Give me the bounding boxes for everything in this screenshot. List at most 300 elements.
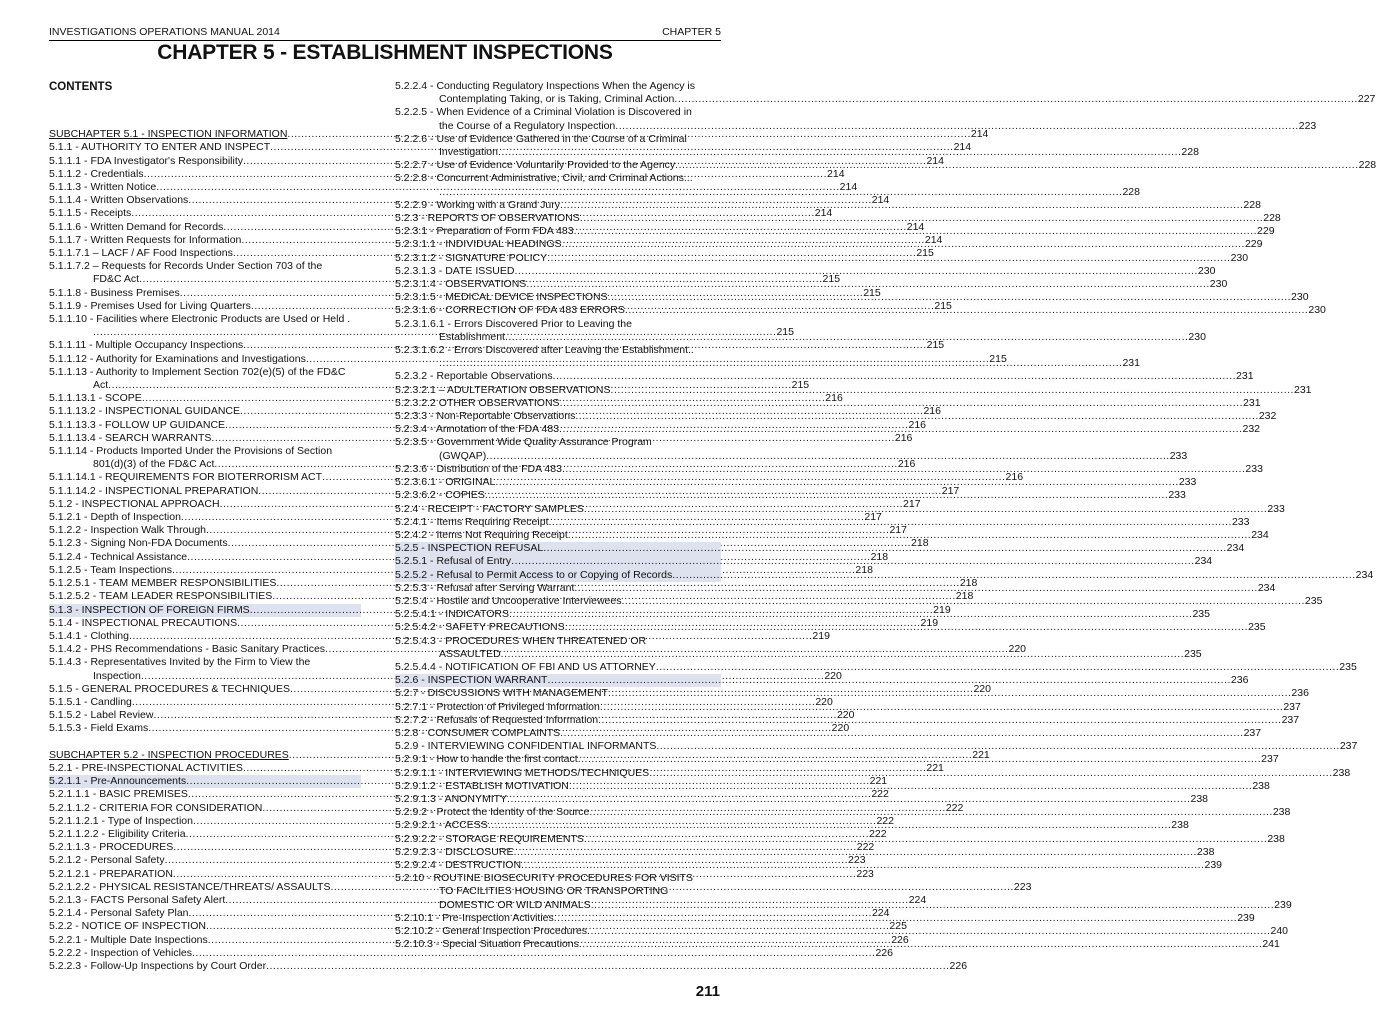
toc-entry-title: the Course of a Regulatory Inspection [439,119,616,132]
dot-leader [674,93,1357,106]
dot-leader [562,238,1245,251]
dot-leader [568,529,1251,542]
toc-entry-title: 5.2.3.1.2 - SIGNATURE POLICY [395,251,548,264]
toc-entry-title: 5.2.7 - DISCUSSIONS WITH MANAGEMENT [395,687,608,700]
toc-entry-title: (GWQAP) [439,449,487,462]
toc-entry-page: 240 [1270,925,1289,937]
toc-entry-title: 5.1.1.14.1 - REQUIREMENTS FOR BIOTERRORISM ACT [49,471,323,484]
toc-entry-title: 5.2.1.2 - Personal Safety [49,854,165,867]
toc-entry-page: 218 [870,550,889,563]
toc-entry-title: Inspection [93,669,141,682]
toc-entry-title: 5.1.5.3 - Field Exams [49,722,149,735]
toc-entry-title: 5.2.3.1.3 - DATE ISSUED [395,264,515,277]
toc-entry-title: 5.1.1.3 - Written Notice [49,181,157,193]
header-manual-title: INVESTIGATIONS OPERATIONS MANUAL 2014 [49,26,280,38]
toc-entry-page: 233 [1178,476,1197,489]
toc-entry-page: 231 [1122,357,1140,370]
toc-entry-page: 220 [831,722,850,735]
toc-entry-title: 5.1.2 - INSPECTIONAL APPROACH [49,497,220,510]
toc-entry-title: 5.1.5.2 - Label Review [49,709,154,722]
dot-leader [514,265,1197,278]
toc-entry-page: 221 [926,761,944,774]
toc-entry-page: 228 [1358,159,1376,172]
toc-entry-title: Investigation [439,146,498,159]
toc-entry-title: 5.2.3.6.2 - COPIES [395,489,485,502]
toc-entry-title: SUBCHAPTER 5.1 - INSPECTION INFORMATION [49,128,288,141]
dot-leader [625,304,1308,317]
toc-entry-title: 5.2.7.2 - Refusals of Requested Information [395,713,599,726]
toc-entry-page: 218 [911,537,929,550]
toc-entry-page: 223 [1298,119,1317,132]
toc-entry-title: 5.2.3 - REPORTS OF OBSERVATIONS [395,212,580,225]
toc-entry-title: 5.2.5.4.3 - PROCEDURES WHEN THREATENED OR [395,634,647,647]
dot-leader [521,859,1204,872]
toc-entry-page: 214 [926,154,944,167]
toc-entry-title: 5.2.9.1.3 - ANONYMITY [395,792,508,805]
dot-leader [554,912,1237,925]
toc-entry-page: 228 [1122,185,1140,198]
toc-entry-title: 5.2.5.4.2 - SAFETY PRECAUTIONS [395,621,565,634]
toc-entry-title: 5.2.10.2 - General Inspection Procedures [395,925,588,937]
toc-entry-page: 217 [864,511,882,524]
toc-entry-title: 5.1.4.3 - Representatives Invited by the Firm to View the [49,656,311,669]
toc-entry-title: 5.2.3.4 - Annotation of the FDA 483 [395,423,560,436]
toc-entry-page: 238 [1332,766,1351,779]
toc-entry-title: 5.2.2.7 - Use of Evidence Voluntarily Provided to the Agency [395,159,676,172]
dot-leader [547,252,1230,265]
toc-entry-page: 217 [903,497,921,510]
toc-entry-title: 5.2.3.1.1 - INDIVIDUAL HEADINGS [395,238,562,251]
toc-entry-page: 220 [1008,643,1027,656]
toc-entry-title: 5.2.5.4.1 - INDICATORS [395,608,509,621]
toc-entry-title: 5.1.1.5 - Receipts [49,207,132,220]
toc-entry-page: 235 [1192,608,1210,621]
toc-entry-title: 5.1.2.1 - Depth of Inspection [49,511,181,524]
toc-entry-page: 232 [1258,410,1277,423]
toc-entry-page: 235 [1184,647,1202,660]
toc-entry[interactable] [395,740,1358,753]
toc-entry-page: 228 [1263,212,1281,225]
toc-entry-page: 230 [1308,304,1326,317]
toc-entry-title: 5.2.1.2.2 - PHYSICAL RESISTANCE/THREATS/ ASSAULTS [49,880,331,893]
dot-leader [486,450,1169,463]
toc-entry[interactable] [49,959,968,973]
toc-entry-page: 230 [1188,330,1206,343]
dot-leader [608,687,1291,700]
toc-entry-page: 238 [1171,819,1189,832]
dot-leader [580,212,1263,225]
toc-entry-title: 5.2.2 - NOTICE OF INSPECTION [49,920,206,933]
toc-entry-title: 5.2.9.1 - How to handle the first contact [395,753,578,766]
toc-entry-page: 220 [824,669,842,682]
toc-entry-page: 222 [945,801,964,814]
toc-entry-title: 5.2.1.2.1 - PREPARATION [49,867,173,880]
toc-entry-title: 5.1.1.12 - Authority for Examinations and Investigations [49,352,306,365]
toc-entry-page: 219 [933,603,951,616]
toc-entry-page: 215 [776,326,794,339]
toc-entry-page: 237 [1339,740,1358,753]
toc-entry-page: 233 [1231,515,1250,528]
toc-entry-title: 5.1.1.7.2 – Requests for Records Under Section 703 of the [49,260,323,273]
toc-entry-title: 5.1.2.3 - Signing Non-FDA Documents [49,537,228,550]
toc-entry-page: 226 [891,933,909,946]
dot-leader [584,503,1267,516]
toc-entry-page: 224 [908,893,927,906]
toc-entry-title: 5.2.3.6.1 - ORIGINAL [395,476,496,489]
toc-entry-title: 5.1.2.5 - Team Inspections [49,563,172,576]
toc-entry-title: 5.2.9.1.1 - INTERVIEWING METHODS/TECHNIQUES [395,766,650,779]
dot-leader [547,674,1230,687]
toc-entry-page: 236 [1230,674,1249,687]
toc-entry-page: 234 [1226,542,1245,555]
toc-entry-page: 239 [1237,911,1255,924]
toc-entry-title: 5.1.1.2 - Credentials [49,167,144,180]
toc-entry-page: 219 [920,616,939,629]
dot-leader [560,727,1243,740]
toc-entry-page: 214 [970,128,989,141]
toc-entry-title: 5.1.2.2 - Inspection Walk Through [49,524,207,537]
toc-entry-title: 5.1.1.14.2 - INSPECTIONAL PREPARATION [49,484,259,497]
toc-entry-title: 5.1.3 - INSPECTION OF FOREIGN FIRMS [49,603,250,616]
toc-entry-title: 5.1.4 - INSPECTIONAL PRECAUTIONS [49,616,238,629]
dot-leader [495,476,1178,489]
toc-entry-title: Contemplating Taking, or is Taking, Criminal Action [439,93,675,106]
dot-leader [569,780,1252,793]
toc-entry-title: 5.2.10.3 - Special Situation Precautions [395,938,579,951]
toc-entry-title: 5.2.1 - PRE-INSPECTIONAL ACTIVITIES [49,761,243,774]
dot-leader [266,960,949,973]
dot-leader [591,899,1274,912]
toc-entry-title: 5.2.9.2 - Protect the Identity of the Source [395,806,590,819]
dot-leader [560,199,1243,212]
toc-entry-page: 220 [836,709,855,722]
toc-entry-page: 218 [955,590,974,603]
toc-entry-page: 225 [889,920,907,933]
toc-entry-title: 5.2.2.9 - Working with a Grand Jury [395,198,560,211]
toc-entry-page: 226 [949,959,968,972]
toc-entry-page: 229 [1257,225,1275,238]
toc-entry-page: 241 [1262,938,1280,951]
toc-entry-title: 5.2.5.3 - Refusal after Serving Warrant [395,581,575,594]
contents-heading: CONTENTS [49,81,113,93]
toc-entry-title: 5.1.5 - GENERAL PROCEDURES & TECHNIQUES [49,682,290,695]
dot-leader [439,186,1122,199]
dot-leader [562,463,1245,476]
toc-entry-page: 230 [1291,291,1309,304]
toc-entry-title: 5.2.9.1.2 - ESTABLISH MOTIVATION [395,779,569,792]
toc-entry-title: 5.2.1.1.3 - PROCEDURES [49,841,174,854]
dot-leader [511,555,1194,568]
toc-entry-page: 235 [1304,594,1323,607]
dot-leader [675,159,1358,172]
toc-entry[interactable] [395,106,1317,132]
toc-entry-page: 214 [839,181,858,193]
toc-entry-page: 230 [1197,264,1216,277]
toc-entry-page: 215 [934,299,952,312]
toc-entry-title: FD&C Act [93,273,140,286]
toc-entry-page: 221 [972,748,990,761]
toc-entry-title: 5.2.2.4 - Conducting Regulatory Inspections When the Agency is [395,80,696,92]
toc-entry-title: 5.2.1.1.2.2 - Eligibility Criteria [49,827,186,840]
toc-entry[interactable] [49,352,1007,366]
toc-entry-page: 227 [1357,93,1376,106]
toc-entry[interactable] [49,946,893,960]
toc-entry-page: 216 [894,431,913,444]
toc-entry-title: 5.2.2.2 - Inspection of Vehicles [49,946,193,959]
toc-entry-title: 5.2.2.1 - Multiple Date Inspections [49,933,208,946]
toc-entry-title: 5.2.5.1 - Refusal of Entry [395,555,512,568]
toc-entry-title: 5.2.4.2 - Items Not Requiring Receipt [395,528,568,541]
toc-entry-page: 239 [1204,858,1223,871]
dot-leader [543,542,1226,555]
dot-leader [559,423,1242,436]
toc-entry-title: 5.2.2.8 - Concurrent Administrative, Civil, and Criminal Actions... [395,172,693,185]
toc-entry-title: TO FACILITIES HOUSING OR TRANSPORTING [439,885,669,898]
toc-entry-title: 5.1.5.1 - Candling [49,695,132,708]
toc-entry-page: 238 [1267,832,1285,845]
toc-entry-title: 5.2.7.1 - Protection of Privileged Information [395,700,600,713]
dot-leader [439,357,1122,370]
dot-leader [589,806,1272,819]
toc-entry-title: 5.2.5.4.4 - NOTIFICATION OF FBI AND US ATTORNEY [395,660,656,673]
toc-entry-page: 233 [1267,502,1285,515]
dot-leader [526,278,1209,291]
toc-entry-title: 5.1.4.1 - Clothing [49,629,129,642]
toc-entry-page: 233 [1168,489,1186,502]
toc-entry-page: 237 [1281,713,1300,726]
toc-entry-title: ASSAULTED [439,647,501,660]
toc-entry-title: 5.2.5.4 - Hostile and Uncooperative Interviewees [395,594,622,607]
toc-entry-title: 5.2.10.1 - Pre-Inspection Activities [395,911,554,924]
toc-entry-page: 222 [876,814,894,827]
toc-entry[interactable] [49,181,858,194]
toc-entry-page: 223 [848,854,866,867]
toc-entry-title: 5.2.4 - RECEIPT - FACTORY SAMPLES [395,502,584,515]
dot-leader [507,793,1190,806]
running-header [49,27,721,41]
dot-leader [587,925,1270,938]
toc-entry-page: 216 [825,392,843,405]
toc-entry-title: 5.1.1 - AUTHORITY TO ENTER AND INSPECT [49,141,271,154]
dot-leader [513,846,1196,859]
toc-entry-page: 224 [871,907,890,920]
toc-entry-title: 5.1.4.2 - PHS Recommendations - Basic Sanitary Practices [49,643,326,656]
toc-entry-page: 234 [1194,555,1213,568]
toc-entry-page: 214 [871,194,890,207]
toc-entry-title: 5.2.1.1.1 - BASIC PREMISES [49,788,188,801]
toc-entry-title: 5.1.1.4 - Written Observations [49,194,189,207]
toc-entry[interactable] [395,264,1216,278]
toc-entry-page: 214 [924,233,943,246]
toc-entry-title: 5.1.1.13 - Authority to Implement Section 702(e)(5) of the FD&C [49,365,346,378]
toc-entry-title: 5.2.3.1 - Preparation of Form FDA 483 [395,225,574,238]
toc-entry[interactable] [395,370,1254,383]
dot-leader [615,120,1298,133]
toc-entry-title: 5.2.1.1.2 - CRITERIA FOR CONSIDERATION [49,801,263,814]
toc-entry-title: Act [93,379,109,392]
dot-leader [565,621,1248,634]
toc-entry-title: 5.1.1.13.4 - SEARCH WARRANTS [49,431,212,444]
toc-entry-page: 234 [1251,528,1269,541]
toc-entry-page: 233 [1245,462,1263,475]
toc-entry-page: 228 [1181,146,1199,159]
toc-entry-title: 5.1.1.13.3 - FOLLOW UP GUIDANCE [49,418,226,431]
toc-entry-title: 5.2.9.2.2 - STORAGE REQUIREMENTS [395,832,584,845]
toc-entry-page: 216 [897,458,916,471]
header-chapter: CHAPTER 5 [662,26,721,38]
toc-entry-page: 231 [1293,383,1312,396]
toc-entry-title: 5.2.3.1.6.2 - Errors Discovered after Leaving the Establishment.. [395,344,694,357]
toc-entry-title: 5.2.2.6 - Use of Evidence Gathered in the Course of a Criminal [395,132,687,145]
toc-entry-title: 5.2.8 - CONSUMER COMPLAINTS [395,726,561,739]
dot-leader [498,146,1181,159]
dot-leader [505,331,1188,344]
toc-entry-title: 5.2.1.1 - Pre-Announcements [49,775,187,788]
dot-leader [611,384,1294,397]
toc-entry-title: 5.2.9.2.1 - ACCESS [395,819,488,832]
dot-leader [584,833,1267,846]
toc-entry-page: 234 [1355,568,1374,581]
toc-entry-page: 237 [1243,726,1262,739]
toc-entry-page: 223 [856,867,874,880]
toc-entry-page: 238 [1190,792,1209,805]
toc-entry-page: 214 [827,167,845,180]
toc-entry-title: 5.2.4.1 - Items Requiring Receipt [395,515,549,528]
toc-entry-title: 5.2.3.1.4 - OBSERVATIONS [395,278,527,291]
toc-entry-page: 214 [953,141,972,154]
toc-entry-title: 5.2.2.3 - Follow-Up Inspections by Court Order [49,959,267,972]
toc-entry-title: 5.2.2.5 - When Evidence of a Criminal Violation is Discovered in [395,106,692,119]
toc-entry-page: 215 [791,379,810,392]
toc-entry-page: 221 [869,775,888,788]
toc-entry-title: 5.1.1.7 - Written Requests for Information [49,233,242,246]
toc-entry-title: 5.2.3.2 - Reportable Observations [395,370,553,383]
toc-entry-title: 5.1.1.13.1 - SCOPE [49,392,142,405]
toc-entry-page: 220 [973,682,991,695]
toc-entry-title: 5.1.1.1 - FDA Investigator's Responsibility [49,154,244,167]
dot-leader [578,753,1261,766]
toc-entry-page: 216 [923,405,941,418]
toc-entry-title: 5.2.5.2 - Refusal to Permit Access to or Copying of Records [395,568,673,581]
toc-entry-title: 5.1.1.11 - Multiple Occupancy Inspections [49,339,244,352]
toc-entry-page: 215 [926,339,945,352]
toc-entry-page: 215 [822,273,841,286]
toc-entry-title: 5.2.3.1.5 - MEDICAL DEVICE INSPECTIONS [395,291,608,304]
toc-entry-title: Establishment [439,330,505,343]
toc-entry-page: 218 [959,577,978,590]
toc-entry-title: 5.2.3.1.6 - CORRECTION OF FDA 483 ERRORS [395,304,625,317]
toc-entry-title: 5.2.3.2.2 OTHER OBSERVATIONS [395,396,560,409]
toc-entry-title: 5.2.3.3 - Non-Reportable Observations [395,410,576,423]
section-spacer [49,736,361,749]
dot-leader [509,608,1192,621]
dot-leader [574,582,1257,595]
toc-entry-title: 5.1.1.7.1 – LACF / AF Food Inspections [49,247,233,260]
toc-entry-title: SUBCHAPTER 5.2 - INSPECTION PROCEDURES [49,748,289,761]
dot-leader [575,410,1258,423]
dot-leader [579,938,1262,951]
toc-entry-page: 222 [856,841,875,854]
toc-entry-title: 5.2.1.1.2.1 - Type of Inspection [49,814,193,827]
dot-leader [549,516,1232,529]
toc-entry-page: 229 [1244,238,1263,251]
toc-entry[interactable] [395,80,1376,106]
dot-leader [621,595,1304,608]
dot-leader [649,767,1332,780]
toc-entry-title: 5.2.1.4 - Personal Safety Plan [49,907,189,920]
toc-entry-page: 231 [1236,370,1254,383]
dot-leader [600,701,1283,714]
toc-entry-page: 230 [1209,278,1228,291]
toc-entry-page: 218 [855,563,873,576]
toc-entry-title: 5.2.9.2.3 - DISCLOSURE [395,845,514,858]
toc-entry-page: 235 [1248,621,1266,634]
toc-entry-page: 217 [941,484,960,497]
toc-entry-page: 237 [1261,753,1279,766]
toc-entry-page: 231 [1243,396,1261,409]
toc-entry-title: 5.2.3.2.1 – ADULTERATION OBSERVATIONS [395,383,611,396]
toc-entry-page: 223 [1013,880,1032,893]
toc-entry-page: 236 [1291,687,1309,700]
toc-entry-page: 234 [1257,581,1276,594]
section-spacer [49,115,361,128]
toc-entry-title: 5.1.1.6 - Written Demand for Records [49,220,224,233]
page-number: 211 [695,983,720,1000]
toc-entry-title: 5.1.1.13.2 - INSPECTIONAL GUIDANCE [49,405,241,418]
toc-entry-title: 5.2.1.3 - FACTS Personal Safety Alert [49,893,226,906]
toc-entry-title: 5.2.10 - ROUTINE BIOSECURITY PROCEDURES FOR VISITS [395,872,693,885]
toc-entry-page: 222 [869,827,887,840]
toc-entry-page: 220 [815,695,833,708]
toc-entry-page: 226 [875,946,893,959]
toc-entry-page: 230 [1230,251,1249,264]
dot-leader [672,569,1355,582]
toc-entry-title: 5.1.1.14 - Products Imported Under the Provisions of Section [49,445,333,458]
toc-entry-page: 238 [1196,845,1215,858]
toc-entry-page: 215 [863,286,881,299]
toc-entry-page: 214 [906,220,925,233]
toc-entry-title: 5.2.3.6 - Distribution of the FDA 483 [395,462,562,475]
toc-entry-page: 238 [1272,806,1291,819]
toc-entry-page: 215 [989,352,1007,365]
toc-entry-title: 5.2.3.1.6.1 - Errors Discovered Prior to Leaving the [395,317,632,330]
toc-entry-title: DOMESTIC OR WILD ANIMALS [439,898,591,911]
dot-leader [501,648,1184,661]
toc-entry-title: 5.2.9.2.4 - DESTRUCTION [395,858,522,871]
toc-entry-page: 228 [1243,198,1261,211]
toc-entry-title: 801(d)(3) of the FD&C Act [93,458,215,471]
toc-entry-page: 217 [889,524,907,537]
dot-leader [608,291,1291,304]
toc-entry-page: 233 [1169,449,1188,462]
toc-entry-page: 238 [1252,779,1270,792]
dot-leader [656,661,1339,674]
toc-entry-page: 215 [916,247,934,260]
toc-entry-page: 237 [1283,700,1301,713]
dot-leader [485,489,1168,502]
dot-leader [553,370,1236,383]
toc-entry-page: 219 [812,629,830,642]
toc-entry-title: 5.2.5 - INSPECTION REFUSAL [395,542,544,555]
toc-entry-title: 5.1.2.5.1 - TEAM MEMBER RESPONSIBILITIES [49,577,277,590]
page-title: CHAPTER 5 - ESTABLISHMENT INSPECTIONS [157,41,613,64]
toc-entry-title: 5.2.3.5 - Government Wide Quality Assurance Program [395,436,652,449]
dot-leader [574,225,1257,238]
toc-entry[interactable] [395,660,1357,674]
toc-entry-title: 5.1.1.9 - Premises Used for Living Quarters [49,299,251,312]
toc-entry-page: 222 [871,788,889,801]
dot-leader [656,740,1339,753]
